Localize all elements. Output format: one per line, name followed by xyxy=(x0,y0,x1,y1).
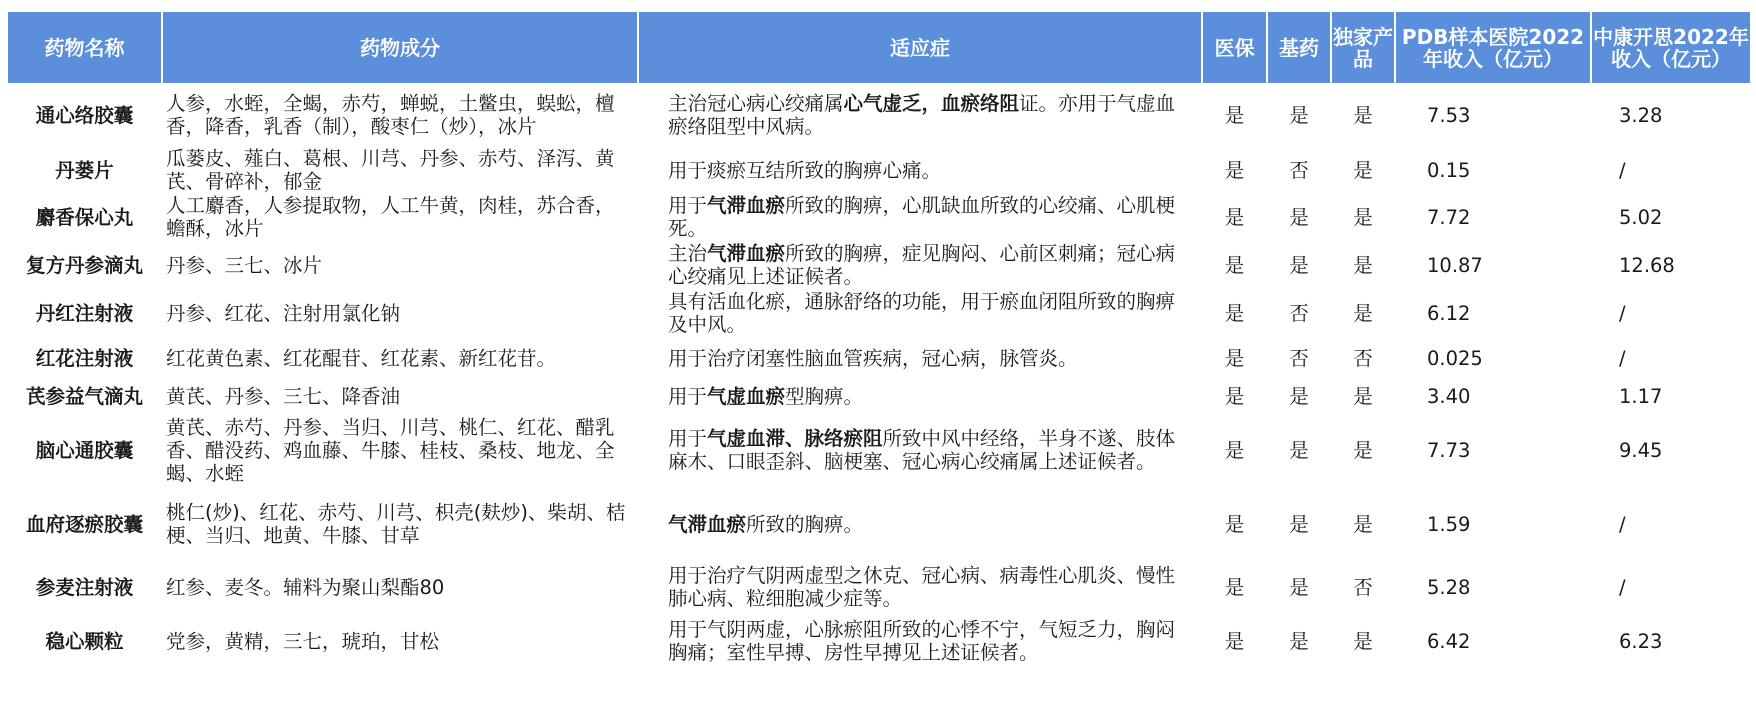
pdb-revenue-cell: 7.72 xyxy=(1427,205,1471,229)
zk-revenue-cell: 9.45 xyxy=(1619,438,1663,462)
zk-revenue-cell: 12.68 xyxy=(1619,253,1675,277)
pdb-revenue-cell: 1.59 xyxy=(1427,512,1471,536)
ingredients-cell: 红参、麦冬。辅料为聚山梨酯80 xyxy=(166,575,445,599)
table-row xyxy=(7,488,1751,560)
essential-drug-cell: 是 xyxy=(1289,103,1309,127)
indication-text: 用于治疗闭塞性脑血管疾病，冠心病，脉管炎。 xyxy=(668,347,1078,370)
insurance-cell: 是 xyxy=(1224,629,1245,653)
indication-text: 用于 xyxy=(668,427,708,450)
pdb-revenue-cell: 6.12 xyxy=(1427,301,1471,325)
indication-emphasis: 气滞血瘀 xyxy=(707,242,786,265)
table-row xyxy=(7,560,1751,614)
pdb-revenue-cell: 3.40 xyxy=(1427,384,1471,408)
ingredients-cell: 黄芪、丹参、三七、降香油 xyxy=(166,384,401,408)
exclusive-product-cell: 否 xyxy=(1353,347,1373,370)
indication-cell xyxy=(638,241,1202,289)
indication-text: 用于 xyxy=(668,384,708,408)
exclusive-product-cell: 是 xyxy=(1353,384,1373,408)
drug-name-cell: 脑心通胶囊 xyxy=(35,438,134,462)
zk-revenue-cell: / xyxy=(1619,158,1626,182)
insurance-cell: 是 xyxy=(1224,205,1245,229)
table-row xyxy=(7,83,1751,147)
exclusive-product-cell: 是 xyxy=(1353,158,1373,182)
zk-revenue-cell: / xyxy=(1619,512,1626,536)
insurance-cell: 是 xyxy=(1224,103,1245,127)
essential-drug-cell: 是 xyxy=(1289,438,1309,462)
header-insurance: 医保 xyxy=(1202,12,1267,83)
header-drug-name: 药物名称 xyxy=(7,12,162,83)
zk-revenue-cell: / xyxy=(1619,575,1626,599)
drug-table xyxy=(6,12,1752,668)
table-row xyxy=(7,614,1751,668)
zk-revenue-cell: / xyxy=(1619,347,1626,370)
essential-drug-cell: 否 xyxy=(1289,301,1309,325)
indication-cell xyxy=(638,147,1202,193)
header-indication: 适应症 xyxy=(638,12,1202,83)
zk-revenue-cell: 6.23 xyxy=(1619,629,1663,653)
ingredients-cell: 黄芪、赤芍、丹参、当归、川芎、桃仁、红花、醋乳香、醋没药、鸡血藤、牛膝、桂枝、桑枝、地龙、全蝎、水蛭 xyxy=(166,415,615,485)
indication-text: 用于治疗气阴两虚型之休克、冠心病、病毒性心肌炎、慢性肺心病、粒细胞减少症等。 xyxy=(668,564,1176,610)
ingredients-cell: 桃仁(炒)、红花、赤芍、川芎、枳壳(麸炒)、柴胡、桔梗、当归、地黄、牛膝、甘草 xyxy=(166,501,626,547)
drug-name-cell: 丹蒌片 xyxy=(55,158,114,182)
table-row xyxy=(7,193,1751,241)
table-row xyxy=(7,337,1751,380)
table-row xyxy=(7,241,1751,289)
pdb-revenue-cell: 10.87 xyxy=(1427,253,1483,277)
zk-revenue-cell: 5.02 xyxy=(1619,205,1663,229)
insurance-cell: 是 xyxy=(1224,438,1245,462)
indication-text: 型胸痹。 xyxy=(785,384,864,408)
table-row xyxy=(7,412,1751,488)
essential-drug-cell: 是 xyxy=(1289,575,1309,599)
pdb-revenue-cell: 7.73 xyxy=(1427,438,1471,462)
drug-name-cell: 麝香保心丸 xyxy=(35,205,134,229)
drug-name-cell: 红花注射液 xyxy=(35,347,134,370)
exclusive-product-cell: 是 xyxy=(1353,438,1373,462)
insurance-cell: 是 xyxy=(1224,253,1245,277)
essential-drug-cell: 是 xyxy=(1289,512,1309,536)
indication-emphasis: 气滞血瘀 xyxy=(707,194,786,217)
indication-emphasis: 心气虚乏，血瘀络阻 xyxy=(843,92,1020,115)
ingredients-cell: 瓜蒌皮、薤白、葛根、川芎、丹参、赤芍、泽泻、黄芪、骨碎补，郁金 xyxy=(166,147,615,193)
exclusive-product-cell: 否 xyxy=(1353,575,1373,599)
essential-drug-cell: 是 xyxy=(1289,384,1309,408)
zk-revenue-cell: / xyxy=(1619,301,1626,325)
indication-emphasis: 气虚血滞、脉络瘀阻 xyxy=(707,427,883,450)
indication-text: 所致的胸痹。 xyxy=(746,512,864,536)
exclusive-product-cell: 是 xyxy=(1353,629,1373,653)
ingredients-cell: 人工麝香，人参提取物，人工牛黄，肉桂，苏合香，蟾酥，冰片 xyxy=(166,194,615,240)
essential-drug-cell: 否 xyxy=(1289,158,1309,182)
indication-text: 具有活血化瘀，通脉舒络的功能，用于瘀血闭阻所致的胸痹及中风。 xyxy=(668,290,1176,336)
drug-name-cell: 芪参益气滴丸 xyxy=(25,384,143,408)
drug-name-cell: 丹红注射液 xyxy=(35,301,134,325)
essential-drug-cell: 是 xyxy=(1289,629,1309,653)
pdb-revenue-cell: 0.15 xyxy=(1427,158,1471,182)
indication-cell xyxy=(638,412,1202,488)
drug-name-cell: 参麦注射液 xyxy=(35,575,134,599)
table-header xyxy=(7,12,1751,83)
header-ingredients: 药物成分 xyxy=(162,12,638,83)
indication-text: 用于 xyxy=(668,194,708,217)
indication-cell xyxy=(638,614,1202,668)
ingredients-cell: 丹参、三七、冰片 xyxy=(166,253,323,277)
indication-cell xyxy=(638,337,1202,380)
header-pdb-revenue: PDB样本医院2022年收入（亿元） xyxy=(1395,12,1591,83)
indication-text: 所致的胸痹，心肌缺血所致的心绞痛、心肌梗死。 xyxy=(668,194,1176,240)
ingredients-cell: 党参，黄精，三七，琥珀，甘松 xyxy=(166,629,440,653)
zk-revenue-cell: 1.17 xyxy=(1619,384,1663,408)
insurance-cell: 是 xyxy=(1224,301,1245,325)
pdb-revenue-cell: 6.42 xyxy=(1427,629,1471,653)
indication-emphasis: 气滞血瘀 xyxy=(668,512,747,536)
indication-text: 主治冠心病心绞痛属 xyxy=(668,92,844,115)
header-zk-revenue: 中康开思2022年收入（亿元） xyxy=(1591,12,1751,83)
indication-cell xyxy=(638,193,1202,241)
indication-cell xyxy=(638,488,1202,560)
exclusive-product-cell: 是 xyxy=(1353,205,1373,229)
header-exclusive-product: 独家产品 xyxy=(1331,12,1395,83)
insurance-cell: 是 xyxy=(1224,575,1245,599)
insurance-cell: 是 xyxy=(1224,384,1245,408)
indication-text: 用于气阴两虚，心脉瘀阻所致的心悸不宁，气短乏力，胸闷胸痛；室性早搏、房性早搏见上述证候者。 xyxy=(668,618,1176,664)
insurance-cell: 是 xyxy=(1224,158,1245,182)
table-row xyxy=(7,147,1751,193)
indication-cell xyxy=(638,83,1202,147)
exclusive-product-cell: 是 xyxy=(1353,103,1373,127)
ingredients-cell: 人参，水蛭，全蝎，赤芍，蝉蜕，土鳖虫，蜈蚣，檀香，降香，乳香（制），酸枣仁（炒），冰片 xyxy=(166,92,615,138)
essential-drug-cell: 是 xyxy=(1289,205,1309,229)
indication-text: 所致的胸痹，症见胸闷、心前区刺痛；冠心病心绞痛见上述证候者。 xyxy=(668,242,1176,288)
indication-cell xyxy=(638,380,1202,412)
exclusive-product-cell: 是 xyxy=(1353,512,1373,536)
ingredients-cell: 红花黄色素、红花醌苷、红花素、新红花苷。 xyxy=(166,347,557,370)
table-row xyxy=(7,380,1751,412)
drug-name-cell: 通心络胶囊 xyxy=(35,103,134,127)
drug-name-cell: 稳心颗粒 xyxy=(45,629,124,653)
table-body xyxy=(7,83,1751,668)
indication-cell xyxy=(638,560,1202,614)
insurance-cell: 是 xyxy=(1224,512,1245,536)
indication-cell xyxy=(638,289,1202,337)
indication-text: 用于痰瘀互结所致的胸痹心痛。 xyxy=(668,158,942,182)
table-row xyxy=(7,289,1751,337)
indication-text: 主治 xyxy=(668,242,708,265)
indication-text: 所致中风中经络，半身不遂、肢体麻木、口眼歪斜、脑梗塞、冠心病心绞痛属上述证候者。 xyxy=(668,427,1176,473)
pdb-revenue-cell: 7.53 xyxy=(1427,103,1471,127)
header-essential-drug: 基药 xyxy=(1267,12,1331,83)
exclusive-product-cell: 是 xyxy=(1353,253,1373,277)
ingredients-cell: 丹参、红花、注射用氯化钠 xyxy=(166,301,401,325)
insurance-cell: 是 xyxy=(1224,347,1245,370)
zk-revenue-cell: 3.28 xyxy=(1619,103,1663,127)
essential-drug-cell: 是 xyxy=(1289,253,1309,277)
pdb-revenue-cell: 0.025 xyxy=(1427,347,1483,370)
indication-text: 证。亦用于气虚血瘀络阻型中风病。 xyxy=(668,92,1176,138)
exclusive-product-cell: 是 xyxy=(1353,301,1373,325)
drug-name-cell: 血府逐瘀胶囊 xyxy=(25,512,143,536)
pdb-revenue-cell: 5.28 xyxy=(1427,575,1471,599)
drug-name-cell: 复方丹参滴丸 xyxy=(25,253,143,277)
essential-drug-cell: 否 xyxy=(1289,347,1309,370)
indication-emphasis: 气虚血瘀 xyxy=(707,384,786,408)
